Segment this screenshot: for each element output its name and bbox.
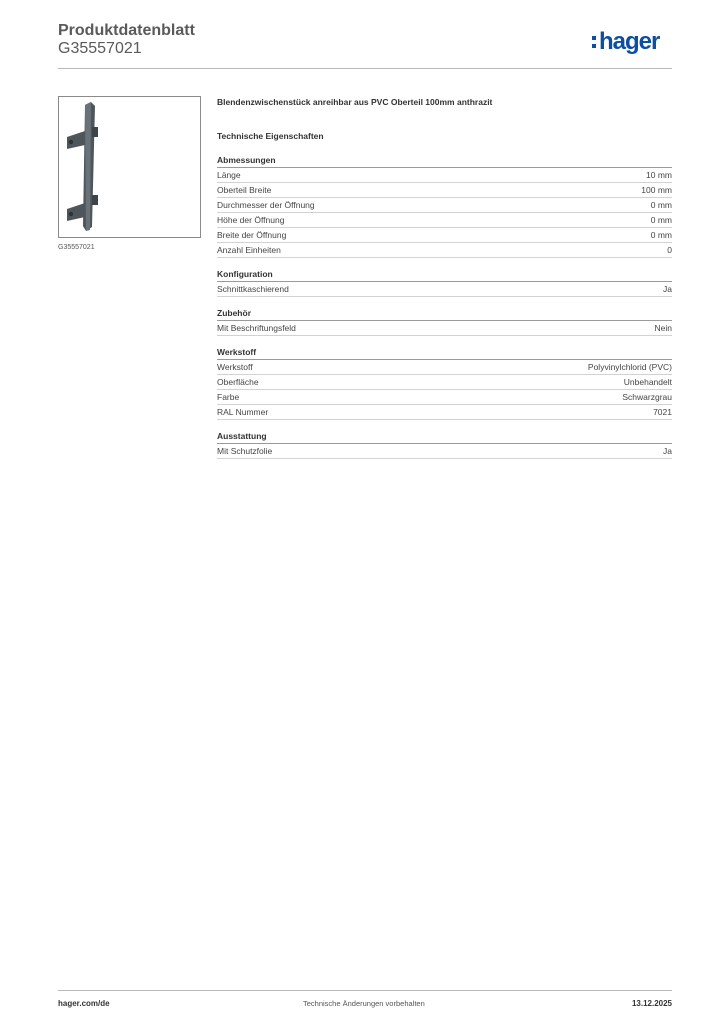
header-divider xyxy=(58,68,672,69)
property-row xyxy=(217,198,672,213)
product-code: G35557021 xyxy=(58,40,142,57)
footer-note: Technische Änderungen vorbehalten xyxy=(303,999,425,1008)
property-row xyxy=(217,375,672,390)
property-row xyxy=(217,444,672,459)
property-label: Anzahl Einheiten xyxy=(217,245,281,255)
property-label: Oberfläche xyxy=(217,377,259,387)
image-caption: G35557021 xyxy=(58,244,95,251)
property-value: Polyvinylchlorid (PVC) xyxy=(587,362,672,372)
section-title: Zubehör xyxy=(217,307,672,321)
property-value: 10 mm xyxy=(646,170,672,180)
property-value: 0 mm xyxy=(650,230,672,240)
section-title: Ausstattung xyxy=(217,430,672,444)
properties-sections xyxy=(217,154,672,459)
section-konfiguration xyxy=(217,268,672,297)
property-label: Werkstoff xyxy=(217,362,253,372)
property-row xyxy=(217,390,672,405)
property-label: Breite der Öffnung xyxy=(217,230,287,240)
logo-dots-icon xyxy=(592,36,596,48)
property-label: Schnittkaschierend xyxy=(217,284,289,294)
product-details xyxy=(217,96,672,459)
section-ausstattung xyxy=(217,430,672,459)
property-row xyxy=(217,228,672,243)
property-value: Nein xyxy=(654,323,672,333)
property-value: Ja xyxy=(663,446,672,456)
property-value: 100 mm xyxy=(641,185,672,195)
property-value: Unbehandelt xyxy=(623,377,672,387)
property-row xyxy=(217,213,672,228)
property-label: RAL Nummer xyxy=(217,407,269,417)
property-row xyxy=(217,405,672,420)
footer-date: 13.12.2025 xyxy=(631,999,672,1008)
product-bracket-image xyxy=(59,97,200,237)
property-label: Oberteil Breite xyxy=(217,185,272,195)
property-row xyxy=(217,321,672,336)
hager-logo[interactable] xyxy=(592,28,659,56)
section-title: Abmessungen xyxy=(217,154,672,168)
property-row xyxy=(217,282,672,297)
product-description: Blendenzwischenstück anreihbar aus PVC Oberteil 100mm anthrazit xyxy=(217,97,493,107)
section-title: Konfiguration xyxy=(217,268,672,282)
footer-divider xyxy=(58,990,672,991)
section-werkstoff xyxy=(217,346,672,420)
property-value: 0 mm xyxy=(650,215,672,225)
logo-text: hager xyxy=(599,28,660,55)
product-image xyxy=(58,96,201,238)
property-label: Länge xyxy=(217,170,241,180)
section-abmessungen xyxy=(217,154,672,258)
section-title: Werkstoff xyxy=(217,346,672,360)
property-value: 0 xyxy=(667,245,672,255)
property-label: Höhe der Öffnung xyxy=(217,215,285,225)
property-value: 7021 xyxy=(653,407,672,417)
properties-heading: Technische Eigenschaften xyxy=(217,131,324,141)
property-label: Farbe xyxy=(217,392,240,402)
page-title: Produktdatenblatt xyxy=(58,22,195,39)
property-row xyxy=(217,360,672,375)
property-label: Mit Beschriftungsfeld xyxy=(217,323,296,333)
property-row xyxy=(217,183,672,198)
property-row xyxy=(217,243,672,258)
property-value: Schwarzgrau xyxy=(622,392,672,402)
property-label: Mit Schutzfolie xyxy=(217,446,273,456)
property-row xyxy=(217,168,672,183)
property-value: 0 mm xyxy=(650,200,672,210)
footer-website[interactable]: hager.com/de xyxy=(58,999,110,1008)
property-value: Ja xyxy=(663,284,672,294)
section-zubehör xyxy=(217,307,672,336)
property-label: Durchmesser der Öffnung xyxy=(217,200,315,210)
